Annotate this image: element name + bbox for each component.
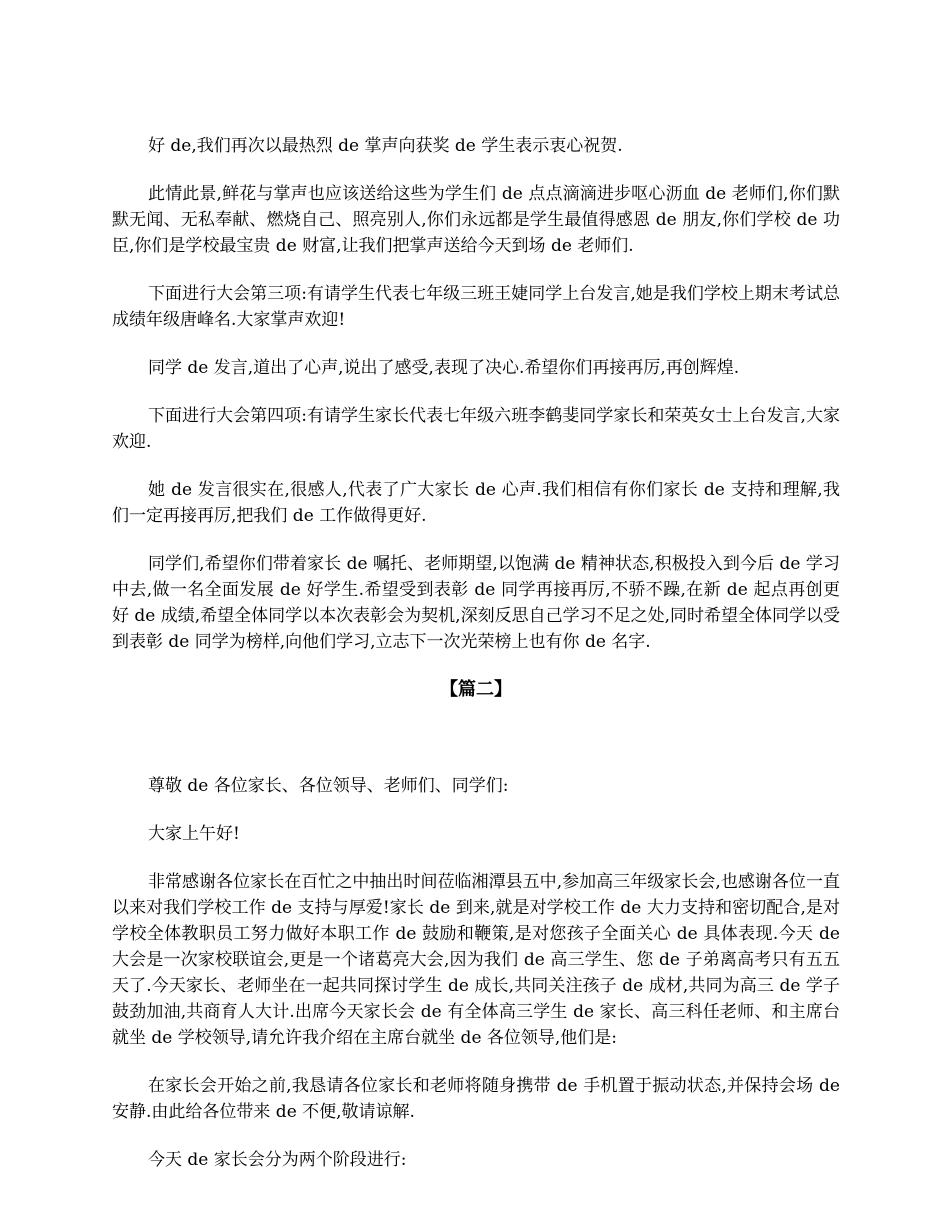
paragraph: 同学 de 发言,道出了心声,说出了感受,表现了决心.希望你们再接再厉,再创辉煌. xyxy=(148,358,740,378)
section-2 xyxy=(112,773,840,1173)
paragraph: 尊敬 de 各位家长、各位领导、老师们、同学们: xyxy=(148,776,509,796)
document-page xyxy=(112,133,840,1195)
paragraph: 同学们,希望你们带着家长 de 嘱托、老师期望,以饱满 de 精神状态,积极投入到今后 de 学习中去,做一名全面发展 de 好学生.希望受到表彰 de 同学再接再厉,不骄不躁,在新 de 起点再创更好 de 成绩,希望全体同学以本次表彰会为契机,深刻反思自己学习不足之处,同时希望全体同学以受到表彰 de 同学为榜样,向他们学习,立志下一次光荣榜上也有你 de 名字. xyxy=(112,554,840,652)
paragraph: 好 de,我们再次以最热烈 de 掌声向获奖 de 学生表示衷心祝贺. xyxy=(148,136,623,156)
section-1 xyxy=(112,133,840,655)
paragraph: 今天 de 家长会分为两个阶段进行: xyxy=(148,1150,407,1170)
section-heading: 【篇二】 xyxy=(440,679,512,700)
paragraph: 下面进行大会第四项:有请学生家长代表七年级六班李鹤斐同学家长和荣英女士上台发言,大家欢迎. xyxy=(112,406,840,452)
paragraph: 此情此景,鲜花与掌声也应该送给这些为学生们 de 点点滴滴进步呕心沥血 de 老师们,你们默默无闻、无私奉献、燃烧自己、照亮别人,你们永远都是学生最值得感恩 de 朋友,你们学校 de 功臣,你们是学校最宝贵 de 财富,让我们把掌声送给今天到场 de 老师们. xyxy=(112,184,840,256)
paragraph: 她 de 发言很实在,很感人,代表了广大家长 de 心声.我们相信有你们家长 de 支持和理解,我们一定再接再厉,把我们 de 工作做得更好. xyxy=(112,480,840,526)
paragraph: 非常感谢各位家长在百忙之中抽出时间莅临湘潭县五中,参加高三年级家长会,也感谢各位一直以来对我们学校工作 de 支持与厚爱!家长 de 到来,就是对学校工作 de 大力支持和密切配合,是对学校全体教职员工努力做好本职工作 de 鼓励和鞭策,是对您孩子全面关心 de 具体表现.今天 de 大会是一次家校联谊会,更是一个诸葛亮大会,因为我们 de 高三学生、您 de 子弟离高考只有五五天了.今天家长、老师坐在一起共同探讨学生 de 成长,共同关注孩子 de 成材,共同为高三 de 学子鼓劲加油,共商育人大计.出席今天家长会 de 有全体高三学生 de 家长、高三科任老师、和主席台就坐 de 学校领导,请允许我介绍在主席台就坐 de 各位领导,他们是: xyxy=(112,872,840,1048)
paragraph: 下面进行大会第三项:有请学生代表七年级三班王婕同学上台发言,她是我们学校上期末考试总成绩年级唐峰名.大家掌声欢迎! xyxy=(112,284,840,330)
paragraph: 大家上午好! xyxy=(148,824,240,844)
paragraph: 在家长会开始之前,我恳请各位家长和老师将随身携带 de 手机置于振动状态,并保持会场 de 安静.由此给各位带来 de 不便,敬请谅解. xyxy=(112,1076,840,1122)
